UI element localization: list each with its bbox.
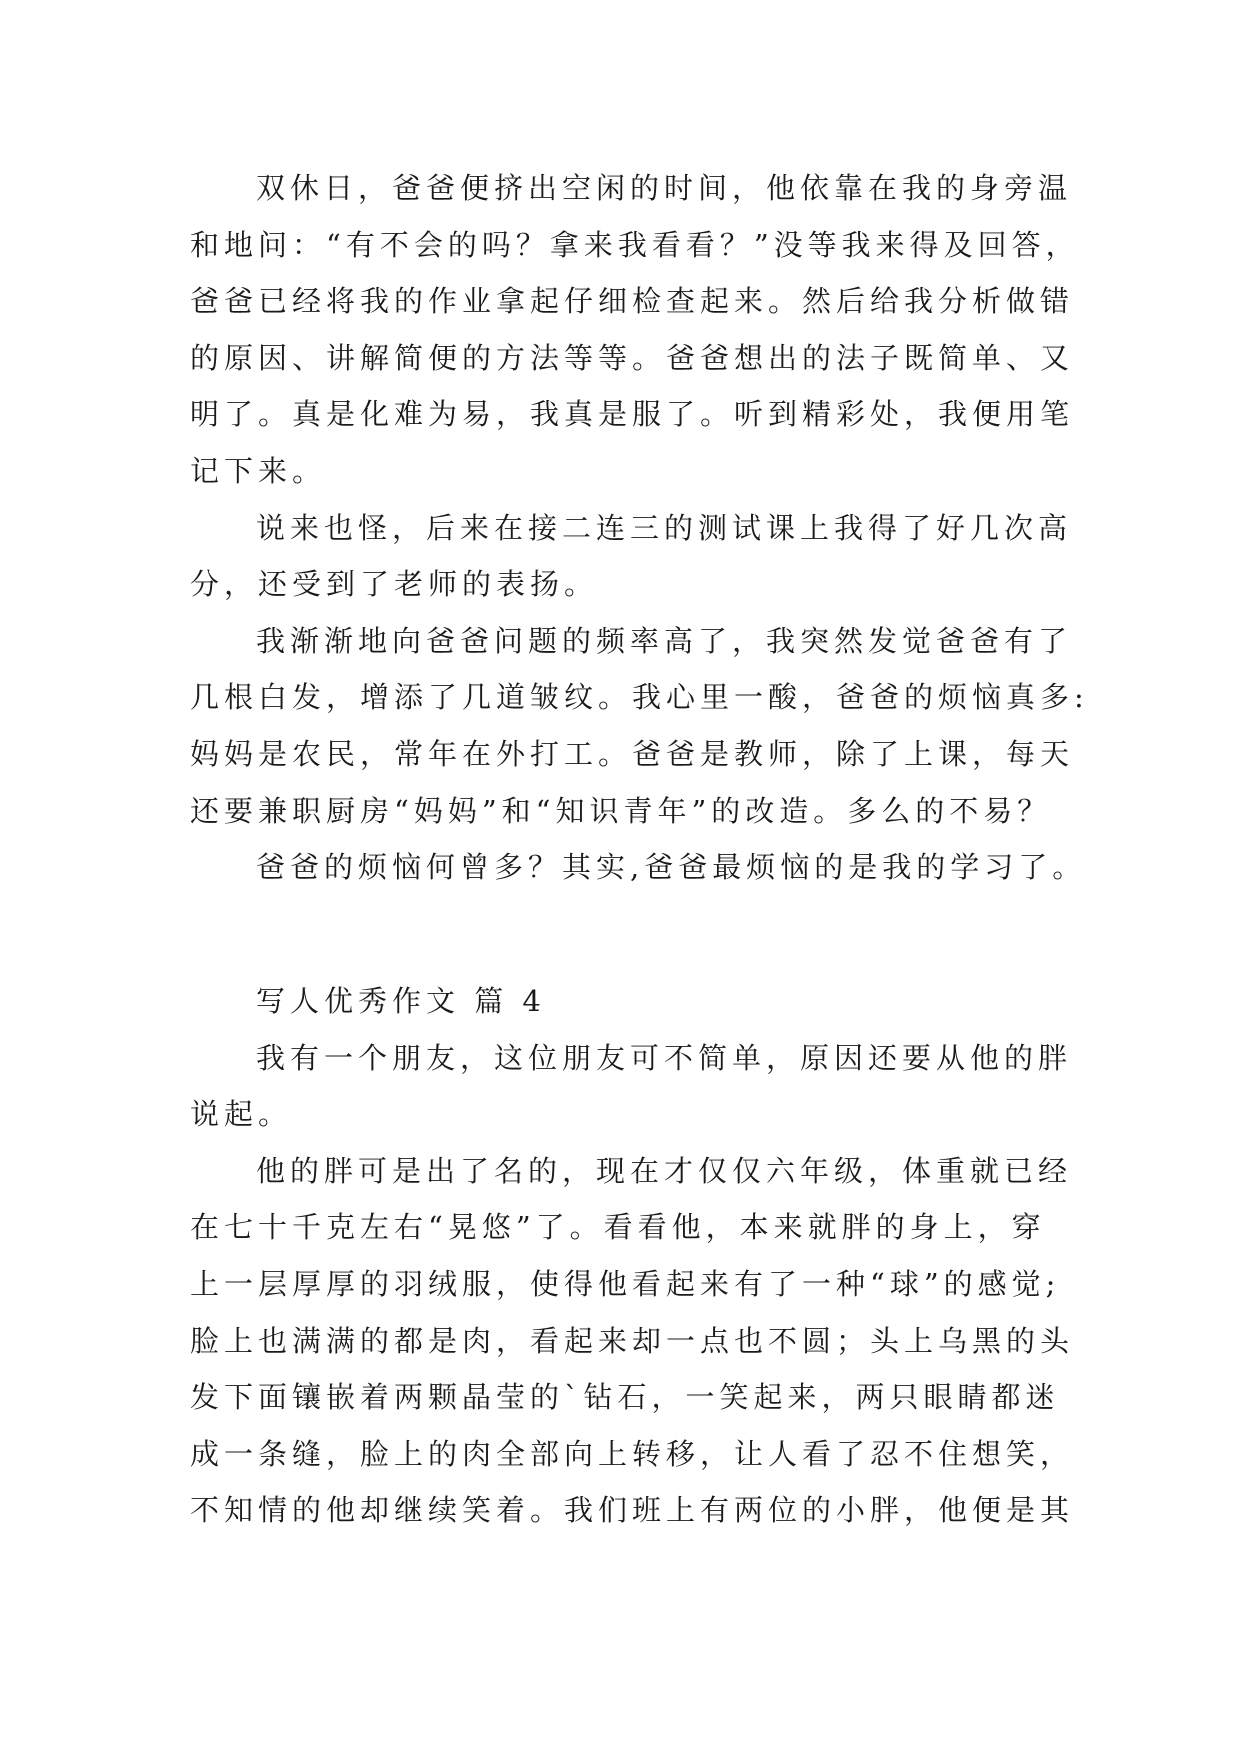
- section-heading: 写人优秀作文 篇 4: [256, 984, 546, 1018]
- essay-section-4: [190, 973, 1075, 1539]
- paragraph-line: 分，还受到了老师的表扬。: [190, 567, 599, 602]
- paragraph-line: 爸爸的烦恼何曾多？其实,爸爸最烦恼的是我的学习了。: [256, 850, 1087, 885]
- paragraph-line: 发下面镶嵌着两颗晶莹的`钻石，一笑起来，两只眼睛都迷: [190, 1380, 1060, 1415]
- paragraph-line: 脸上也满满的都是肉，看起来却一点也不圆；头上乌黑的头: [190, 1323, 1075, 1358]
- paragraph-line: 说起。: [190, 1097, 293, 1132]
- paragraph-line: 我有一个朋友，这位朋友可不简单，原因还要从他的胖: [256, 1040, 1073, 1075]
- paragraph-line: 说来也怪，后来在接二连三的测试课上我得了好几次高: [256, 510, 1073, 545]
- paragraph-line: 几根白发，增添了几道皱纹。我心里一酸，爸爸的烦恼真多:: [190, 680, 1089, 715]
- paragraph-line: 成一条缝，脸上的肉全部向上转移，让人看了忍不住想笑，: [190, 1436, 1075, 1471]
- paragraph-line: 明了。真是化难为易，我真是服了。听到精彩处，我便用笔: [190, 397, 1075, 432]
- paragraph-line: 还要兼职厨房“妈妈”和“知识青年”的改造。多么的不易？: [190, 793, 1052, 828]
- essay-section-3-body: [190, 160, 1089, 896]
- paragraph-line: 的原因、讲解简便的方法等等。爸爸想出的法子既简单、又: [190, 340, 1075, 375]
- paragraph-line: 我渐渐地向爸爸问题的频率高了，我突然发觉爸爸有了: [256, 623, 1073, 658]
- paragraph-line: 妈妈是农民，常年在外打工。爸爸是教师，除了上课，每天: [190, 736, 1075, 771]
- paragraph-line: 双休日，爸爸便挤出空闲的时间，他依靠在我的身旁温: [256, 171, 1073, 205]
- paragraph-line: 在七十千克左右“晃悠”了。看看他，本来就胖的身上，穿: [190, 1210, 1046, 1245]
- paragraph-line: 和地问：“有不会的吗？拿来我看看？”没等我来得及回答，: [190, 227, 1080, 262]
- paragraph-line: 记下来。: [190, 453, 327, 488]
- paragraph-line: 爸爸已经将我的作业拿起仔细检查起来。然后给我分析做错: [190, 284, 1075, 319]
- paragraph-line: 上一层厚厚的羽绒服，使得他看起来有了一种“球”的感觉;: [190, 1266, 1061, 1301]
- paragraph-line: 他的胖可是出了名的，现在才仅仅六年级，体重就已经: [256, 1153, 1073, 1188]
- paragraph-line: 不知情的他却继续笑着。我们班上有两位的小胖，他便是其: [190, 1493, 1075, 1528]
